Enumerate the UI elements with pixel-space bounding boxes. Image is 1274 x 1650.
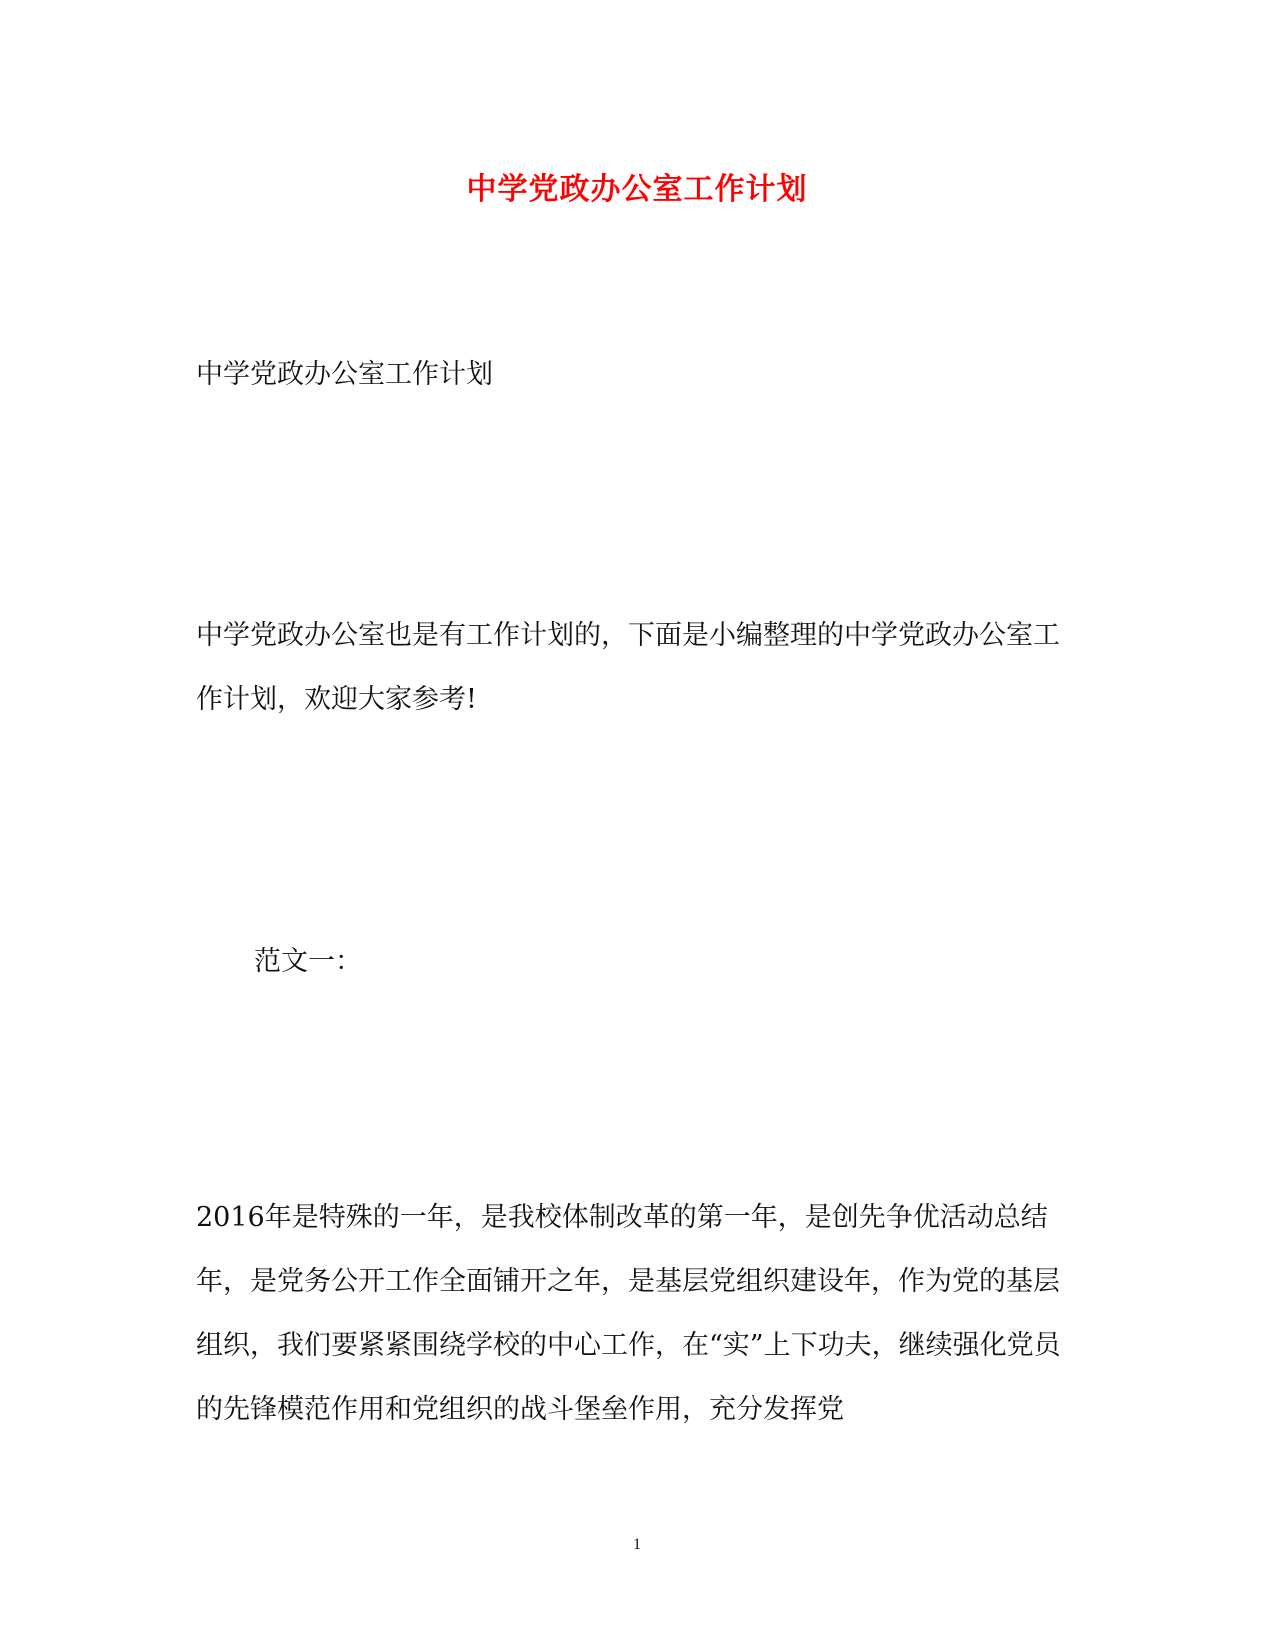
- document-subtitle: 中学党政办公室工作计划: [196, 359, 493, 390]
- document-title: 中学党政办公室工作计划: [466, 172, 808, 207]
- body-paragraph: 2016年是特殊的一年，是我校体制改革的第一年，是创先争优活动总结年，是党务公开工作全面铺开之年，是基层党组织建设年，作为党的基层组织，我们要紧紧围绕学校的中心工作，在“实”上下功夫，继续强化党员的先锋模范作用和党组织的战斗堡垒作用，充分发挥党: [196, 1202, 1061, 1425]
- sample-label: 范文一：: [254, 946, 362, 977]
- page-number: 1: [633, 1536, 641, 1553]
- intro-paragraph: 中学党政办公室也是有工作计划的，下面是小编整理的中学党政办公室工作计划，欢迎大家参考!: [196, 620, 1060, 715]
